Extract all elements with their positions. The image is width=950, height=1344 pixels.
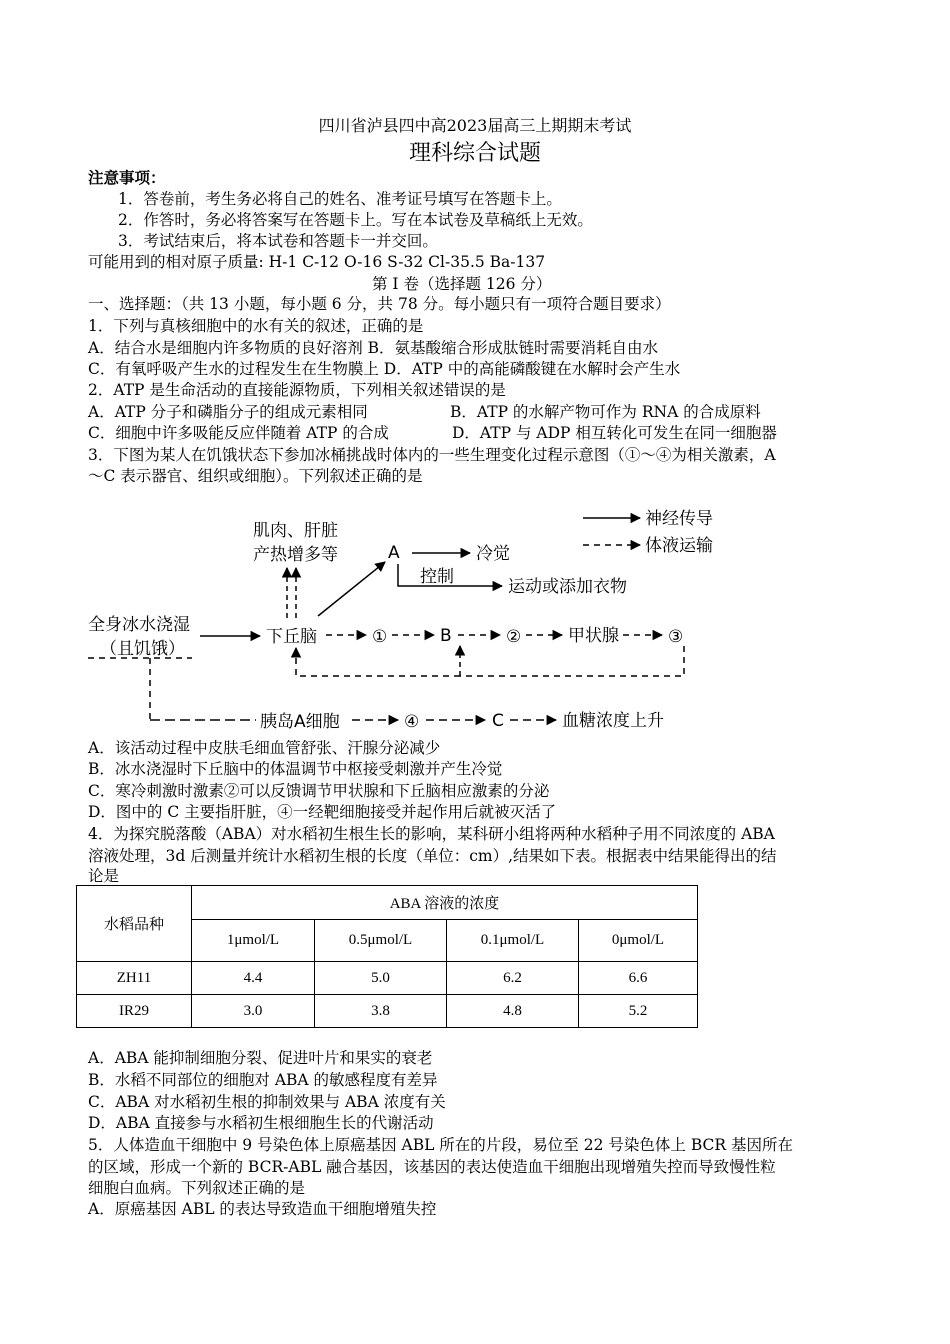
table-row	[77, 962, 698, 995]
cold-label: 冷觉	[476, 544, 510, 564]
physiology-diagram	[80, 500, 713, 740]
q2-stem: 2．ATP 是生命活动的直接能源物质，下列相关叙述错误的是	[88, 381, 506, 399]
q5-stem-line2: 的区域，形成一个新的 BCR-ABL 融合基因，该基因的表达使造血干细胞出现增殖失控而导致慢性粒	[88, 1158, 776, 1176]
q4-option-d: D．ABA 直接参与水稻初生根细胞生长的代谢活动	[88, 1114, 434, 1132]
table-cell: 4.8	[447, 995, 579, 1028]
q4-stem-line2: 溶液处理，3d 后测量并统计水稻初生根的长度（单位：cm）,结果如下表。根据表中结果能得出的结	[88, 847, 777, 865]
glucose-label: 血糖浓度上升	[562, 711, 664, 731]
thyroid-label: 甲状腺	[568, 626, 619, 646]
table-row	[77, 995, 698, 1028]
atomic-masses: 可能用到的相对原子质量: H-1 C-12 O-16 S-32 Cl-35.5 Ba-137	[88, 253, 546, 271]
q2-option-b: B．ATP 的水解产物可作为 RNA 的合成原料	[450, 403, 761, 421]
hormone-4: ④	[404, 712, 420, 732]
table-cell: 5.2	[579, 995, 698, 1028]
hormone-3: ③	[668, 627, 684, 647]
hungry-label: （且饥饿）	[100, 639, 185, 659]
section-intro: 一、选择题：（共 13 小题，每小题 6 分，共 78 分。每小题只有一项符合题目要求）	[88, 295, 671, 313]
notice-item-1: 1．答卷前，考生务必将自己的姓名、准考证号填写在答题卡上。	[118, 190, 562, 208]
table-cell: 6.6	[579, 962, 698, 995]
q4-stem-line1: 4．为探究脱落酸（ABA）对水稻初生根生长的影响，某科研小组将两种水稻种子用不同浓度的 ABA	[88, 825, 775, 843]
q2-option-c: C．细胞中许多吸能反应伴随着 ATP 的合成	[88, 424, 389, 442]
hypothalamus-label: 下丘脑	[266, 627, 317, 647]
notice-item-2: 2．作答时，务必将答案写在答题卡上。写在本试卷及草稿纸上无效。	[118, 211, 593, 229]
q3-stem-line1: 3．下图为某人在饥饿状态下参加冰桶挑战时体内的一些生理变化过程示意图（①～④为相关激素，A	[88, 446, 776, 464]
q3-option-c: C．寒冷刺激时激素②可以反馈调节甲状腺和下丘脑相应激素的分泌	[88, 782, 550, 800]
node-a: A	[388, 543, 400, 563]
q4-option-a: A．ABA 能抑制细胞分裂、促进叶片和果实的衰老	[88, 1049, 433, 1067]
hormone-1: ①	[372, 627, 388, 647]
table-row-header: 水稻品种	[77, 886, 192, 962]
table-col-header: 1μmol/L	[192, 920, 315, 962]
table-cell: 6.2	[447, 962, 579, 995]
exam-header: 四川省泸县四中高2023届高三上期期末考试	[318, 116, 632, 135]
islet-label: 胰岛A细胞	[260, 712, 340, 732]
q3-option-d: D．图中的 C 主要指肝脏，④一经靶细胞接受并起作用后就被灭活了	[88, 803, 557, 821]
table-col-header: 0.1μmol/L	[447, 920, 579, 962]
table-cell: IR29	[77, 995, 192, 1028]
table-group-header: ABA 溶液的浓度	[192, 886, 698, 920]
q3-stem-line2: ～C 表示器官、组织或细胞）。下列叙述正确的是	[88, 467, 423, 485]
q5-option-a: A．原癌基因 ABL 的表达导致造血干细胞增殖失控	[88, 1200, 437, 1218]
muscle-liver-label: 肌肉、肝脏	[253, 521, 338, 541]
node-b: B	[440, 626, 452, 646]
q4-option-b: B．水稻不同部位的细胞对 ABA 的敏感程度有差异	[88, 1071, 438, 1089]
feedback-line	[460, 646, 684, 676]
table-cell: 5.0	[315, 962, 447, 995]
q3-option-b: B．冰水浇湿时下丘脑中的体温调节中枢接受刺激并产生冷觉	[88, 760, 503, 778]
q1-options-cd: C．有氧呼吸产生水的过程发生在生物膜上 D．ATP 中的高能磷酸键在水解时会产生水	[88, 360, 681, 378]
control-label: 控制	[420, 567, 454, 587]
aba-table	[76, 885, 698, 1028]
table-cell: 3.8	[315, 995, 447, 1028]
q2-option-d: D．ATP 与 ADP 相互转化可发生在同一细胞器	[452, 424, 777, 442]
behavior-label: 运动或添加衣物	[508, 577, 627, 597]
heat-label: 产热增多等	[253, 545, 338, 565]
table-cell: 4.4	[192, 962, 315, 995]
q4-stem-line3: 论是	[88, 867, 120, 885]
q4-option-c: C．ABA 对水稻初生根的抑制效果与 ABA 浓度有关	[88, 1093, 446, 1111]
legend-fluid-label: 体液运输	[645, 536, 713, 556]
table-cell: 3.0	[192, 995, 315, 1028]
hormone-2: ②	[506, 627, 522, 647]
section-title: 第 I 卷（选择题 126 分）	[372, 275, 552, 293]
legend-nerve-label: 神经传导	[645, 509, 713, 529]
arrow-hypothalamus-to-a	[318, 562, 385, 616]
q5-stem-line1: 5．人体造血干细胞中 9 号染色体上原癌基因 ABL 所在的片段，易位至 22 号染色体上 BCR 基因所在	[88, 1136, 793, 1154]
q3-option-a: A．该活动过程中皮肤毛细血管舒张、汗腺分泌减少	[88, 739, 441, 757]
q2-option-a: A．ATP 分子和磷脂分子的组成元素相同	[88, 403, 368, 421]
notice-heading: 注意事项：	[88, 168, 166, 187]
notice-item-3: 3．考试结束后，将本试卷和答题卡一并交回。	[118, 232, 438, 250]
q1-stem: 1．下列与真核细胞中的水有关的叙述，正确的是	[88, 317, 424, 335]
q5-stem-line3: 细胞白血病。下列叙述正确的是	[88, 1179, 306, 1197]
table-cell: ZH11	[77, 962, 192, 995]
table-col-header: 0μmol/L	[579, 920, 698, 962]
stimulus-label: 全身冰水浇湿	[88, 615, 190, 635]
q1-options-ab: A．结合水是细胞内许多物质的良好溶剂 B．氨基酸缩合形成肽链时需要消耗自由水	[88, 339, 659, 357]
feedback-to-hypothalamus	[296, 648, 460, 676]
table-col-header: 0.5μmol/L	[315, 920, 447, 962]
node-c: C	[492, 711, 504, 731]
exam-title: 理科综合试题	[408, 141, 541, 166]
